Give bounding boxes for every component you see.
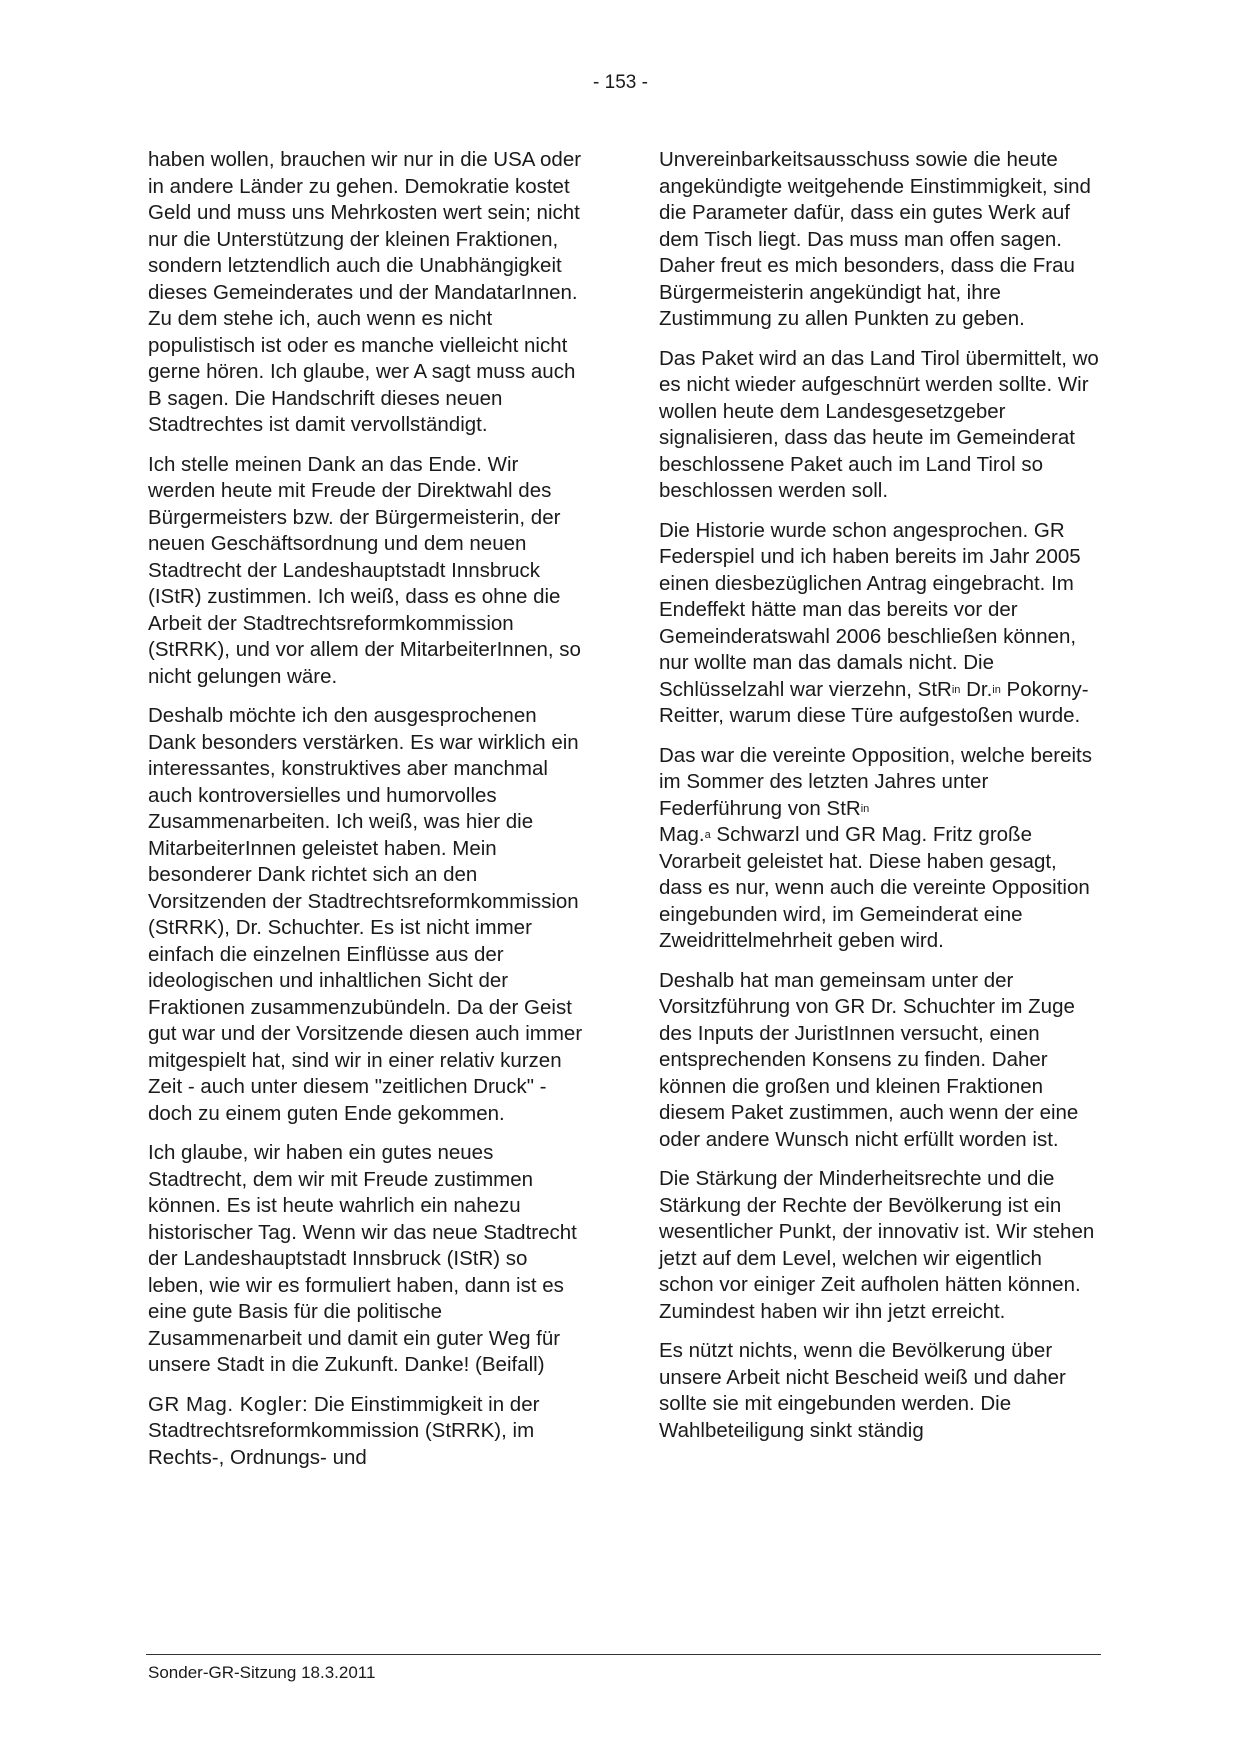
speaker-text: Die Einstimmigkeit in der Stadtrechtsreformkommission (StRRK), im Rechts-, Ordnungs- und [148,1392,540,1469]
page-number: - 153 - [593,72,648,93]
footer-text: Sonder-GR-Sitzung 18.3.2011 [148,1663,376,1682]
superscript: in [860,802,870,815]
right-paragraph-3 [659,518,1099,730]
right-paragraph-4-part-a: Das war die vereinte Opposition, welche bereits im Sommer des letzten Jahres unter Federführung von StR [659,743,1092,820]
speaker-name: GR Mag. Kogler: [148,1392,309,1416]
right-paragraph-6: Die Stärkung der Minderheitsrechte und die Stärkung der Rechte der Bevölkerung ist ein wesentlicher Punkt, der innovativ ist. Wir stehen jetzt auf dem Level, welchen wir eigentlich schon vor einiger Zeit aufholen hätten können. Zumindest haben wir ihn jetzt erreicht. [659,1167,1095,1323]
left-paragraph-3: Deshalb möchte ich den ausgesprochenen Dank besonders verstärken. Es war wirklich ein interessantes, konstruktives aber manchmal auch kontroversielles und humorvolles Zusammenarbeiten. Ich weiß, was hier die MitarbeiterInnen geleistet haben. Mein besonderer Dank richtet sich an den Vorsitzenden der Stadtrechtsreformkommission (StRRK), Dr. Schuchter. Es ist nicht immer einfach die einzelnen Einflüsse aus der ideologischen und inhaltlichen Sicht der Fraktionen zusammenzubündeln. Da der Geist gut war und der Vorsitzende diesen auch immer mitgespielt hat, sind wir in einer relativ kurzen Zeit - auch unter diesem "zeitlichen Druck" - doch zu einem guten Ende gekommen. [148,704,583,1125]
right-paragraph-4-part-c: Schwarzl und GR Mag. Fritz große Vorarbeit geleistet hat. Diese haben gesagt, dass es nur, wenn auch die vereinte Opposition eingebunden wird, im Gemeinderat eine Zweidrittelmehrheit geben wird. [659,823,1090,952]
left-paragraph-4: Ich glaube, wir haben ein gutes neues Stadtrecht, dem wir mit Freude zustimmen können. Es ist heute wahrlich ein nahezu historischer Tag. Wenn wir das neue Stadtrecht der Landeshauptstadt Innsbruck (IStR) so leben, wie wir es formuliert haben, dann ist es eine gute Basis für die politische Zusammenarbeit und damit ein guter Weg für unsere Stadt in die Zukunft. Danke! (Beifall) [148,1141,577,1376]
superscript: in [951,683,961,696]
left-paragraph-2: Ich stelle meinen Dank an das Ende. Wir werden heute mit Freude der Direktwahl des Bürgermeisters bzw. der Bürgermeisterin, der neuen Geschäftsordnung und dem neuen Stadtrecht der Landeshauptstadt Innsbruck (IStR) zustimmen. Ich weiß, dass es ohne die Arbeit der Stadtrechtsreformkommission (StRRK), und vor allem der MitarbeiterInnen, so nicht gelungen wäre. [148,452,581,688]
left-paragraph-1: haben wollen, brauchen wir nur in die USA oder in andere Länder zu gehen. Demokratie kostet Geld und muss uns Mehrkosten wert sein; nicht nur die Unterstützung der kleinen Fraktionen, sondern letztendlich auch die Unabhängigkeit dieses Gemeinderates und der MandatarInnen. Zu dem stehe ich, auch wenn es nicht populistisch ist oder es manche vielleicht nicht gerne hören. Ich glaube, wer A sagt muss auch B sagen. Die Handschrift dieses neuen Stadtrechtes ist damit vervollständigt. [148,148,582,436]
right-paragraph-5: Deshalb hat man gemeinsam unter der Vorsitzführung von GR Dr. Schuchter im Zuge des Inputs der JuristInnen versucht, einen entsprechenden Konsens zu finden. Daher können die großen und kleinen Fraktionen diesem Paket zustimmen, auch wenn der eine oder andere Wunsch nicht erfüllt worden ist. [659,968,1079,1151]
right-paragraph-2: Das Paket wird an das Land Tirol übermittelt, wo es nicht wieder aufgeschnürt werden sollte. Wir wollen heute dem Landesgesetzgeber signalisieren, dass das heute im Gemeinderat beschlossene Paket auch im Land Tirol so beschlossen werden soll. [659,346,1099,502]
right-column [659,147,1099,1457]
right-paragraph-4 [659,743,1099,955]
superscript: in [992,683,1001,696]
right-paragraph-7: Es nützt nichts, wenn die Bevölkerung über unsere Arbeit nicht Bescheid weiß und daher sollte sie mit eingebunden werden. Die Wahlbeteiligung sinkt ständig [659,1339,1066,1442]
right-paragraph-3-part-a: Die Historie wurde schon angesprochen. GR Federspiel und ich haben bereits im Jahr 2005 einen diesbezüglichen Antrag eingebracht. Im Endeffekt hätte man das bereits vor der Gemeinderatswahl 2006 beschließen können, nur wollte man das damals nicht. Die Schlüsselzahl war vierzehn, StR [659,518,1081,701]
left-column [148,147,588,1484]
left-paragraph-5 [148,1392,588,1472]
superscript: a [704,829,711,841]
footer-divider [146,1654,1101,1655]
right-paragraph-3-part-c: Pokorny-Reitter, warum diese Türe aufgestoßen wurde. [659,677,1089,727]
right-paragraph-1: Unvereinbarkeitsausschuss sowie die heute angekündigte weitgehende Einstimmigkeit, sind die Parameter dafür, dass ein gutes Werk auf dem Tisch liegt. Das muss man offen sagen. Daher freut es mich besonders, dass die Frau Bürgermeisterin angekündigt hat, ihre Zustimmung zu allen Punkten zu geben. [659,148,1091,330]
right-paragraph-3-part-b: Dr. [960,677,993,701]
right-paragraph-4-part-b: Mag. [659,823,705,846]
